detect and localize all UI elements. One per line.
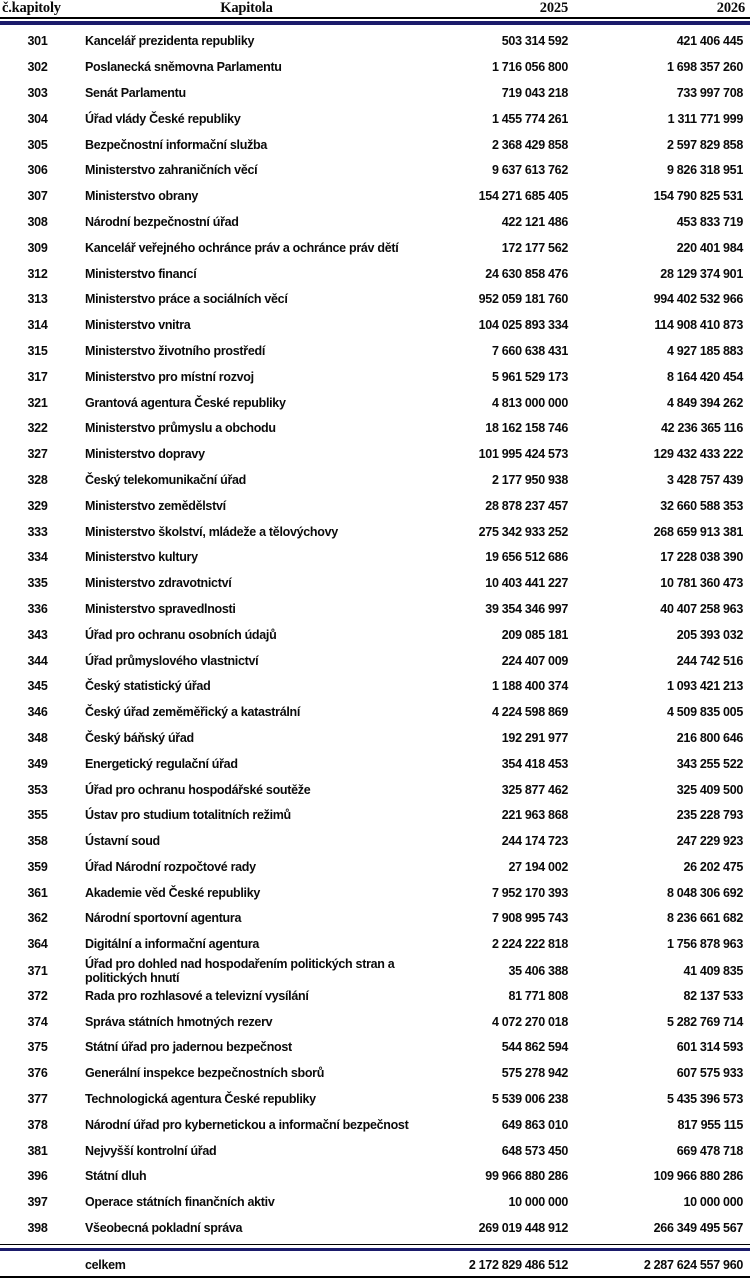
table-row: [0, 415, 750, 441]
cell-amount-2025: 224 407 009: [501, 653, 568, 668]
cell-chapter-name: Český telekomunikační úřad: [85, 472, 247, 487]
cell-chapter-number: 336: [27, 601, 48, 616]
cell-amount-2025: 719 043 218: [501, 85, 568, 100]
cell-chapter-number: 315: [27, 343, 48, 358]
cell-amount-2025: 10 403 441 227: [485, 576, 568, 591]
cell-amount-2025: 221 963 868: [501, 808, 568, 823]
cell-amount-2026: 42 236 365 116: [660, 421, 743, 436]
cell-amount-2026: 1 698 357 260: [666, 60, 743, 75]
cell-amount-2026: 129 432 433 222: [653, 447, 743, 462]
cell-chapter-number: 381: [27, 1143, 48, 1158]
cell-amount-2026: 10 000 000: [683, 1195, 743, 1210]
table-row: [0, 209, 750, 235]
cell-chapter-number: 321: [27, 395, 48, 410]
cell-amount-2025: 39 354 346 997: [485, 601, 568, 616]
cell-chapter-name: Český statistický úřad: [85, 679, 211, 694]
cell-amount-2026: 247 229 923: [676, 834, 743, 849]
cell-chapter-name: Akademie věd České republiky: [85, 885, 261, 900]
cell-amount-2025: 649 863 010: [501, 1117, 568, 1132]
cell-amount-2025: 154 271 685 405: [478, 189, 568, 204]
cell-chapter-number: 346: [27, 705, 48, 720]
cell-chapter-name: Generální inspekce bezpečnostních sborů: [85, 1066, 325, 1081]
table-row: [0, 338, 750, 364]
table-row: [0, 80, 750, 106]
cell-chapter-name: Ministerstvo zemědělství: [85, 498, 226, 513]
table-row: [0, 106, 750, 132]
cell-amount-2025: 4 224 598 869: [491, 705, 568, 720]
cell-chapter-number: 312: [27, 266, 48, 281]
header-divider-navy-line: [0, 21, 750, 25]
cell-amount-2026: 114 908 410 873: [654, 318, 743, 333]
table-row: [0, 235, 750, 261]
cell-amount-2025: 422 121 486: [501, 214, 568, 229]
cell-chapter-number: 314: [27, 318, 48, 333]
table-row: [0, 54, 750, 80]
cell-amount-2026: 109 966 880 286: [653, 1169, 743, 1184]
cell-chapter-name: Digitální a informační agentura: [85, 937, 260, 952]
table-row: [0, 132, 750, 158]
cell-amount-2025: 7 660 638 431: [491, 343, 568, 358]
cell-amount-2025: 2 368 429 858: [491, 137, 568, 152]
table-row: [0, 854, 750, 880]
cell-amount-2026: 8 236 661 682: [666, 911, 743, 926]
cell-amount-2025: 5 961 529 173: [491, 369, 568, 384]
cell-amount-2025: 7 952 170 393: [491, 885, 568, 900]
cell-chapter-number: 358: [27, 834, 48, 849]
cell-chapter-name: Rada pro rozhlasové a televizní vysílání: [85, 988, 309, 1003]
cell-chapter-name: Úřad pro dohled nad hospodařením politických stran a politických hnutí: [85, 957, 395, 986]
cell-amount-2025: 244 174 723: [501, 834, 568, 849]
header-chapter-number: č.kapitoly: [2, 0, 61, 16]
table-row: [0, 1164, 750, 1190]
cell-amount-2025: 354 418 453: [501, 756, 568, 771]
cell-chapter-name: Ústav pro studium totalitních režimů: [85, 808, 291, 823]
table-row: [0, 957, 750, 986]
cell-chapter-name: Ministerstvo dopravy: [85, 447, 205, 462]
table-row: [0, 1112, 750, 1138]
cell-chapter-name: Senát Parlamentu: [85, 85, 186, 100]
cell-amount-2026: 817 955 115: [677, 1117, 743, 1132]
cell-amount-2025: 1 716 056 800: [491, 60, 568, 75]
table-row: [0, 880, 750, 906]
cell-chapter-name: Ministerstvo školství, mládeže a tělovýchovy: [85, 524, 338, 539]
cell-amount-2025: 101 995 424 573: [478, 447, 568, 462]
cell-amount-2025: 209 085 181: [501, 627, 568, 642]
cell-chapter-name: Technologická agentura České republiky: [85, 1092, 316, 1107]
cell-chapter-number: 371: [27, 964, 48, 979]
cell-amount-2026: 994 402 532 966: [653, 292, 743, 307]
cell-amount-2025: 28 878 237 457: [485, 498, 568, 513]
table-row: [0, 1189, 750, 1215]
cell-amount-2026: 10 781 360 473: [660, 576, 743, 591]
total-divider: [0, 1244, 750, 1252]
cell-chapter-name: Bezpečnostní informační služba: [85, 137, 268, 152]
cell-chapter-name: Úřad průmyslového vlastnictví: [85, 653, 259, 668]
cell-amount-2026: 266 349 495 567: [653, 1221, 743, 1236]
table-row: [0, 493, 750, 519]
table-row: [0, 648, 750, 674]
table-body: [0, 29, 750, 1241]
table-row: [0, 906, 750, 932]
table-row: [0, 1086, 750, 1112]
table-row: [0, 183, 750, 209]
cell-amount-2026: 41 409 835: [683, 964, 743, 979]
cell-chapter-name: Ministerstvo obrany: [85, 189, 199, 204]
cell-chapter-name: Úřad pro ochranu hospodářské soutěže: [85, 782, 311, 797]
cell-amount-2026: 669 478 718: [676, 1143, 743, 1158]
cell-amount-2025: 5 539 006 238: [491, 1092, 568, 1107]
cell-amount-2025: 4 072 270 018: [491, 1014, 568, 1029]
total-row: [0, 1253, 750, 1275]
cell-chapter-number: 398: [27, 1221, 48, 1236]
cell-amount-2025: 2 177 950 938: [491, 472, 568, 487]
cell-amount-2025: 192 291 977: [501, 730, 568, 745]
cell-amount-2026: 8 048 306 692: [666, 885, 743, 900]
cell-amount-2026: 2 597 829 858: [666, 137, 743, 152]
cell-amount-2026: 607 575 933: [676, 1066, 743, 1081]
table-row: [0, 312, 750, 338]
table-row: [0, 441, 750, 467]
cell-amount-2026: 5 282 769 714: [666, 1014, 743, 1029]
cell-chapter-number: 302: [27, 60, 48, 75]
cell-amount-2025: 325 877 462: [501, 782, 568, 797]
cell-chapter-number: 361: [27, 885, 48, 900]
cell-chapter-name: Ministerstvo spravedlnosti: [85, 601, 236, 616]
cell-chapter-number: 344: [27, 653, 48, 668]
cell-amount-2025: 9 637 613 762: [491, 163, 568, 178]
cell-chapter-name: Úřad pro ochranu osobních údajů: [85, 627, 277, 642]
cell-chapter-name: Národní sportovní agentura: [85, 911, 242, 926]
table-row: [0, 622, 750, 648]
cell-amount-2025: 7 908 995 743: [491, 911, 568, 926]
total-amount-2026: 2 287 624 557 960: [643, 1257, 743, 1272]
cell-chapter-number: 317: [27, 369, 48, 384]
cell-amount-2025: 503 314 592: [501, 34, 568, 49]
cell-amount-2025: 99 966 880 286: [485, 1169, 568, 1184]
cell-chapter-number: 376: [27, 1066, 48, 1081]
cell-chapter-name: Ministerstvo práce a sociálních věcí: [85, 292, 288, 307]
cell-chapter-number: 364: [27, 937, 48, 952]
cell-chapter-number: 309: [27, 240, 48, 255]
cell-amount-2025: 27 194 002: [508, 859, 568, 874]
header-divider: [0, 17, 750, 25]
table-header-row: [0, 0, 750, 17]
cell-chapter-name: Všeobecná pokladní správa: [85, 1221, 243, 1236]
cell-amount-2026: 733 997 708: [676, 85, 743, 100]
cell-chapter-number: 328: [27, 472, 48, 487]
cell-amount-2026: 4 509 835 005: [666, 705, 743, 720]
cell-chapter-number: 378: [27, 1117, 48, 1132]
cell-amount-2026: 3 428 757 439: [666, 472, 743, 487]
cell-amount-2025: 172 177 562: [501, 240, 568, 255]
cell-chapter-number: 396: [27, 1169, 48, 1184]
table-row: [0, 983, 750, 1009]
table-row: [0, 699, 750, 725]
table-row: [0, 286, 750, 312]
table-row: [0, 1035, 750, 1061]
table-row: [0, 931, 750, 957]
cell-chapter-number: 322: [27, 421, 48, 436]
cell-amount-2025: 269 019 448 912: [478, 1221, 568, 1236]
cell-amount-2025: 544 862 594: [501, 1040, 568, 1055]
cell-chapter-number: 313: [27, 292, 48, 307]
table-row: [0, 725, 750, 751]
table-row: [0, 390, 750, 416]
cell-chapter-name: Správa státních hmotných rezerv: [85, 1014, 273, 1029]
cell-chapter-number: 355: [27, 808, 48, 823]
cell-chapter-number: 353: [27, 782, 48, 797]
cell-amount-2026: 4 927 185 883: [666, 343, 743, 358]
total-amount-2025: 2 172 829 486 512: [468, 1257, 568, 1272]
table-row: [0, 596, 750, 622]
table-row: [0, 1215, 750, 1241]
cell-chapter-number: 359: [27, 859, 48, 874]
cell-amount-2026: 216 800 646: [676, 730, 743, 745]
cell-amount-2026: 453 833 719: [676, 214, 743, 229]
cell-amount-2026: 28 129 374 901: [660, 266, 743, 281]
cell-chapter-number: 374: [27, 1014, 48, 1029]
cell-chapter-name: Ministerstvo zdravotnictví: [85, 576, 232, 591]
table-row: [0, 467, 750, 493]
header-year-2025: 2025: [539, 0, 568, 16]
cell-amount-2025: 24 630 858 476: [485, 266, 568, 281]
cell-chapter-name: Energetický regulační úřad: [85, 756, 238, 771]
cell-amount-2026: 1 093 421 213: [666, 679, 743, 694]
cell-chapter-number: 327: [27, 447, 48, 462]
cell-chapter-name: Kancelář prezidenta republiky: [85, 34, 255, 49]
table-row: [0, 751, 750, 777]
cell-amount-2025: 2 224 222 818: [491, 937, 568, 952]
table-row: [0, 802, 750, 828]
cell-amount-2026: 343 255 522: [676, 756, 743, 771]
cell-chapter-number: 306: [27, 163, 48, 178]
table-row: [0, 1138, 750, 1164]
cell-amount-2026: 1 756 878 963: [666, 937, 743, 952]
cell-chapter-name: Úřad vlády České republiky: [85, 111, 241, 126]
cell-amount-2025: 35 406 388: [508, 964, 568, 979]
cell-chapter-name: Národní úřad pro kybernetickou a informační bezpečnost: [85, 1117, 409, 1132]
cell-amount-2025: 648 573 450: [501, 1143, 568, 1158]
cell-chapter-name: Grantová agentura České republiky: [85, 395, 286, 410]
cell-chapter-number: 303: [27, 85, 48, 100]
table-row: [0, 673, 750, 699]
cell-amount-2026: 32 660 588 353: [660, 498, 743, 513]
cell-chapter-name: Státní úřad pro jadernou bezpečnost: [85, 1040, 292, 1055]
cell-amount-2026: 268 659 913 381: [653, 524, 743, 539]
table-row: [0, 364, 750, 390]
cell-amount-2026: 8 164 420 454: [666, 369, 743, 384]
cell-chapter-name: Úřad Národní rozpočtové rady: [85, 859, 256, 874]
cell-chapter-name: Ministerstvo financí: [85, 266, 197, 281]
cell-chapter-number: 304: [27, 111, 48, 126]
cell-chapter-number: 349: [27, 756, 48, 771]
cell-chapter-number: 301: [27, 34, 48, 49]
table-row: [0, 570, 750, 596]
cell-amount-2026: 421 406 445: [676, 34, 743, 49]
table-row: [0, 828, 750, 854]
table-row: [0, 1009, 750, 1035]
cell-chapter-number: 335: [27, 576, 48, 591]
cell-amount-2025: 1 188 400 374: [491, 679, 568, 694]
total-label: celkem: [85, 1257, 126, 1272]
cell-chapter-number: 333: [27, 524, 48, 539]
cell-amount-2025: 4 813 000 000: [491, 395, 568, 410]
cell-chapter-name: Ministerstvo zahraničních věcí: [85, 163, 258, 178]
cell-amount-2026: 154 790 825 531: [653, 189, 743, 204]
cell-amount-2025: 19 656 512 686: [485, 550, 568, 565]
cell-chapter-number: 329: [27, 498, 48, 513]
cell-chapter-name: Ministerstvo kultury: [85, 550, 198, 565]
cell-amount-2026: 601 314 593: [676, 1040, 743, 1055]
header-chapter-name: Kapitola: [220, 0, 273, 16]
cell-chapter-number: 377: [27, 1092, 48, 1107]
cell-chapter-name: Ministerstvo pro místní rozvoj: [85, 369, 254, 384]
cell-chapter-number: 345: [27, 679, 48, 694]
cell-chapter-number: 372: [27, 988, 48, 1003]
cell-chapter-number: 305: [27, 137, 48, 152]
total-divider-navy-line: [0, 1248, 750, 1252]
cell-amount-2026: 205 393 032: [676, 627, 743, 642]
cell-amount-2026: 1 311 771 999: [667, 111, 743, 126]
table-row: [0, 519, 750, 545]
cell-chapter-number: 343: [27, 627, 48, 642]
header-year-2026: 2026: [716, 0, 745, 16]
cell-chapter-name: Český úřad zeměměřický a katastrální: [85, 705, 301, 720]
cell-chapter-number: 334: [27, 550, 48, 565]
cell-chapter-number: 362: [27, 911, 48, 926]
cell-amount-2026: 82 137 533: [683, 988, 743, 1003]
cell-chapter-name: Nejvyšší kontrolní úřad: [85, 1143, 217, 1158]
cell-amount-2026: 40 407 258 963: [660, 601, 743, 616]
table-row: [0, 777, 750, 803]
cell-chapter-number: 375: [27, 1040, 48, 1055]
cell-chapter-name: Státní dluh: [85, 1169, 147, 1184]
cell-amount-2026: 244 742 516: [676, 653, 743, 668]
table-row: [0, 261, 750, 287]
cell-chapter-name: Poslanecká sněmovna Parlamentu: [85, 60, 282, 75]
cell-chapter-name: Ministerstvo životního prostředí: [85, 343, 265, 358]
cell-amount-2026: 325 409 500: [676, 782, 743, 797]
cell-amount-2025: 275 342 933 252: [478, 524, 568, 539]
cell-amount-2026: 220 401 984: [676, 240, 743, 255]
cell-chapter-number: 397: [27, 1195, 48, 1210]
cell-amount-2026: 5 435 396 573: [666, 1092, 743, 1107]
cell-amount-2025: 10 000 000: [508, 1195, 568, 1210]
table-row: [0, 157, 750, 183]
cell-amount-2026: 26 202 475: [683, 859, 743, 874]
cell-amount-2025: 81 771 808: [508, 988, 568, 1003]
cell-amount-2025: 18 162 158 746: [485, 421, 568, 436]
cell-chapter-number: 348: [27, 730, 48, 745]
cell-amount-2025: 952 059 181 760: [478, 292, 568, 307]
cell-chapter-name: Český báňský úřad: [85, 730, 194, 745]
cell-chapter-number: 308: [27, 214, 48, 229]
table-row: [0, 1060, 750, 1086]
cell-amount-2025: 575 278 942: [501, 1066, 568, 1081]
table-row: [0, 544, 750, 570]
cell-amount-2025: 1 455 774 261: [491, 111, 568, 126]
table-row: [0, 29, 750, 55]
cell-amount-2025: 104 025 893 334: [478, 318, 568, 333]
cell-chapter-name: Ministerstvo vnitra: [85, 318, 191, 333]
cell-chapter-name: Ministerstvo průmyslu a obchodu: [85, 421, 276, 436]
cell-amount-2026: 17 228 038 390: [660, 550, 743, 565]
cell-chapter-number: 307: [27, 189, 48, 204]
cell-amount-2026: 235 228 793: [676, 808, 743, 823]
cell-amount-2026: 4 849 394 262: [666, 395, 743, 410]
cell-amount-2026: 9 826 318 951: [666, 163, 743, 178]
cell-chapter-name: Národní bezpečnostní úřad: [85, 214, 239, 229]
cell-chapter-name: Kancelář veřejného ochránce práv a ochránce práv dětí: [85, 240, 399, 255]
cell-chapter-name: Operace státních finančních aktiv: [85, 1195, 275, 1210]
cell-chapter-name: Ústavní soud: [85, 834, 160, 849]
